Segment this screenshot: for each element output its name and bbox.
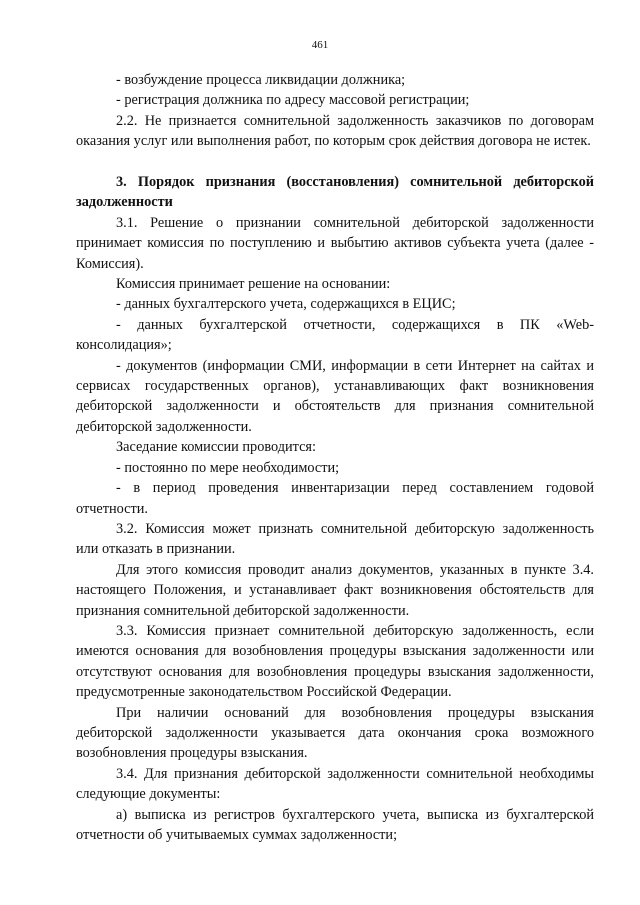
paragraph: При наличии оснований для возобновления процедуры взыскания дебиторской задолженности указывается дата окончания срока возможного возобновления процедуры взыскания.	[76, 704, 594, 762]
paragraph: Заседание комиссии проводится:	[116, 439, 316, 456]
section-heading: 3. Порядок признания (восстановления) сомнительной дебиторской задолженности	[76, 174, 594, 211]
paragraph: 3.2. Комиссия может признать сомнительной дебиторскую задолженность или отказать в признании.	[76, 520, 594, 558]
paragraph: - регистрация должника по адресу массовой регистрации;	[116, 92, 470, 109]
paragraph: - возбуждение процесса ликвидации должника;	[116, 72, 406, 88]
page-number: 461	[311, 39, 329, 51]
paragraph: - в период проведения инвентаризации перед составлением годовой отчетности.	[76, 480, 594, 517]
paragraph: 2.2. Не признается сомнительной задолженность заказчиков по договорам оказания услуг или выполнения работ, по которым срок действия договора не истек.	[76, 112, 594, 150]
paragraph: - документов (информации СМИ, информации в сети Интернет на сайтах и сервисах государственных органов), устанавливающих факт возникновения дебиторской задолженности и обстоятельств для признания сомнительной дебиторской задолженности.	[76, 357, 594, 435]
paragraph: - данных бухгалтерской отчетности, содержащихся в ПК «Web-консолидация»;	[76, 316, 594, 354]
document-body	[76, 70, 594, 845]
paragraph: а) выписка из регистров бухгалтерского учета, выписка из бухгалтерской отчетности об учитываемых суммах задолженности;	[76, 806, 594, 844]
paragraph: - данных бухгалтерского учета, содержащихся в ЕЦИС;	[116, 296, 456, 313]
paragraph: Комиссия принимает решение на основании:	[116, 276, 391, 293]
paragraph: 3.3. Комиссия признает сомнительной дебиторскую задолженность, если имеются основания для возобновления процедуры взыскания задолженности или отсутствуют основания для возобновления процедуры взыскания задолженности, предусмотренные законодательством Российской Федерации.	[76, 622, 594, 701]
paragraph: Для этого комиссия проводит анализ документов, указанных в пункте 3.4. настоящего Положения, и устанавливает факт возникновения обстоятельств для признания сомнительной дебиторской задолженности.	[76, 561, 594, 619]
paragraph: - постоянно по мере необходимости;	[116, 459, 340, 476]
paragraph: 3.4. Для признания дебиторской задолженности сомнительной необходимы следующие документы:	[76, 765, 594, 803]
paragraph-spacer	[76, 152, 594, 172]
paragraph: 3.1. Решение о признании сомнительной дебиторской задолженности принимает комиссия по поступлению и выбытию активов субъекта учета (далее - Комиссия).	[76, 214, 594, 272]
